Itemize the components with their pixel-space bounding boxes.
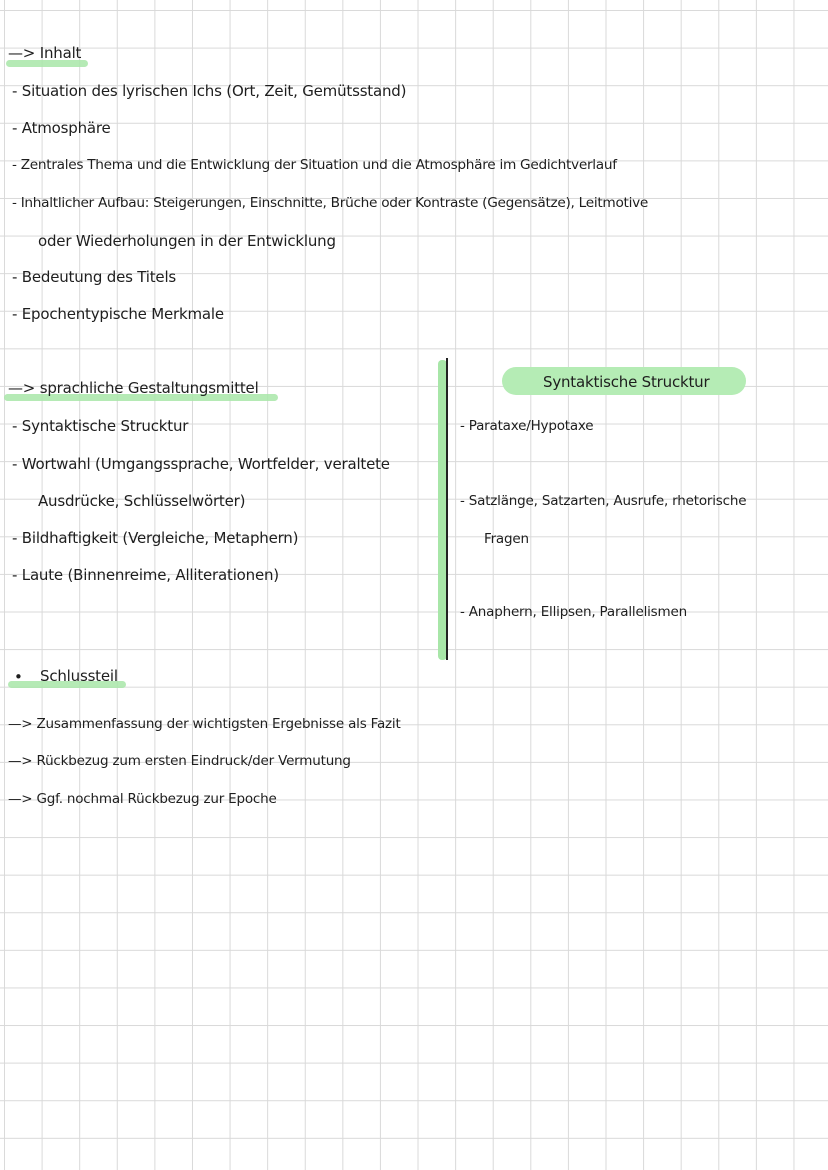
syntax-item-continued: Fragen	[484, 531, 529, 547]
inhalt-heading: —> Inhalt	[8, 44, 82, 62]
sprachliche-item: - Bildhaftigkeit (Vergleiche, Metaphern)	[12, 529, 299, 547]
inhalt-item: - Bedeutung des Titels	[12, 268, 177, 286]
inhalt-item-continued: oder Wiederholungen in der Entwicklung	[38, 232, 336, 250]
inhalt-item: - Inhaltlicher Aufbau: Steigerungen, Einschnitte, Brüche oder Kontraste (Gegensätze), Leitmotive	[12, 195, 649, 211]
syntax-item: - Satzlänge, Satzarten, Ausrufe, rhetorische	[460, 493, 747, 509]
divider-line	[446, 358, 448, 660]
sprachliche-item: - Wortwahl (Umgangssprache, Wortfelder, veraltete	[12, 455, 390, 473]
sprachliche-heading: —> sprachliche Gestaltungsmittel	[8, 379, 259, 397]
schluss-bullet: •	[14, 668, 23, 686]
inhalt-item: - Zentrales Thema und die Entwicklung der Situation und die Atmosphäre im Gedichtverlauf	[12, 157, 617, 173]
schluss-item: —> Rückbezug zum ersten Eindruck/der Vermutung	[8, 753, 351, 769]
inhalt-item: - Situation des lyrischen Ichs (Ort, Zeit, Gemütsstand)	[12, 82, 407, 100]
sprachliche-item-continued: Ausdrücke, Schlüsselwörter)	[38, 492, 246, 510]
sprachliche-item: - Syntaktische Strucktur	[12, 417, 189, 435]
schluss-item: —> Zusammenfassung der wichtigsten Ergebnisse als Fazit	[8, 716, 401, 732]
syntax-item: - Parataxe/Hypotaxe	[460, 418, 594, 434]
sprachliche-item: - Laute (Binnenreime, Alliterationen)	[12, 566, 279, 584]
inhalt-item: - Epochentypische Merkmale	[12, 305, 224, 323]
syntax-title: Syntaktische Strucktur	[543, 373, 710, 391]
schluss-item: —> Ggf. nochmal Rückbezug zur Epoche	[8, 791, 277, 807]
inhalt-item: - Atmosphäre	[12, 119, 111, 137]
schluss-heading: Schlussteil	[40, 667, 118, 685]
syntax-item: - Anaphern, Ellipsen, Parallelismen	[460, 604, 687, 620]
